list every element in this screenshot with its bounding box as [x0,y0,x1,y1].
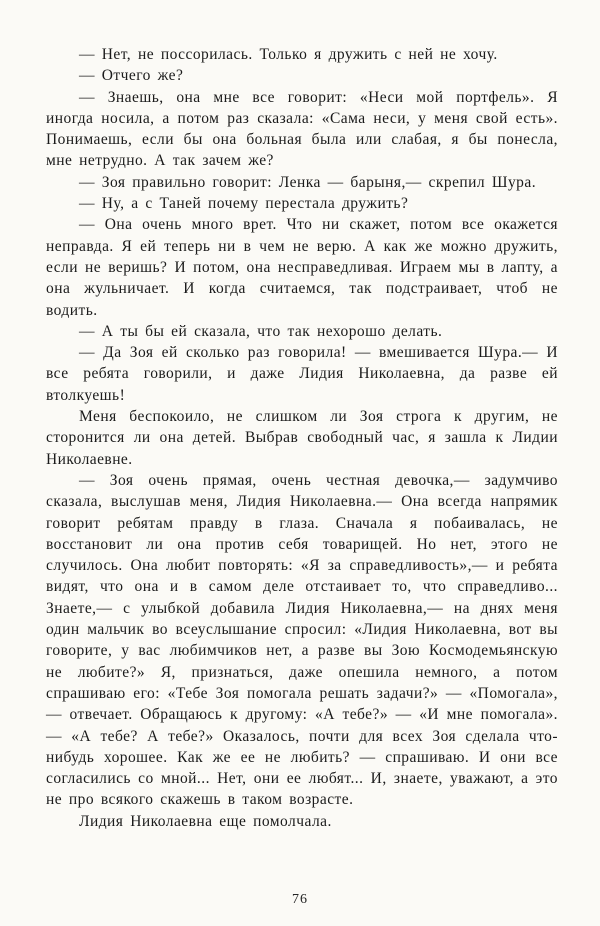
paragraph: — Ну, а с Таней почему перестала дружить? [79,195,409,213]
paragraph: — Зоя очень прямая, очень честная девочка,— задумчиво сказала, выслушав меня, Лидия Николаевна.— Она всегда напрямик говорит ребятам правду в глаза. Сначала я побаивалась, не восстановит ли она против себя товарищей. Но нет, этого не случилось. Она любит повторять: «Я за справедливость»,— и ребята видят, что она и в самом деле отстаивает то, что справедливо... Знаете,— с улыбкой добавила Лидия Николаевна,— на днях меня один мальчик во всеуслышание спросил: «Лидия Николаевна, вот вы говорите, у вас любимчиков нет, а разве вы Зою Космодемьянскую не любите?» Я, признаться, даже опешила немного, а потом спрашиваю его: «Тебе Зоя помогала решать задачи?» — «Помогала»,— отвечает. Обращаюсь к другому: «А тебе?» — «И мне помогала».— «А тебе? А тебе?» Оказалось, почти для всех Зоя сделала что-нибудь хорошее. Как же ее не любить? — спрашиваю. И они все согласились со мной... Нет, они ее любят... И, знаете, уважают, а это не про всякого скажешь в таком возрасте. [46,471,558,809]
paragraph: — Да Зоя ей сколько раз говорила! — вмешивается Шура.— И все ребята говорили, и даже Лидия Николаевна, да разве ей втолкуешь! [46,344,558,404]
paragraph: — А ты бы ей сказала, что так нехорошо делать. [79,322,443,340]
text-block [46,44,558,832]
paragraph: — Знаешь, она мне все говорит: «Неси мой портфель». Я иногда носила, а потом раз сказала: «Сама неси, у меня свой есть». Понимаешь, если бы она больная была или слабая, я бы понесла, мне нетрудно. А так зачем же? [46,88,558,170]
paragraph: — Отчего же? [79,67,184,85]
paragraph: — Зоя правильно говорит: Ленка — барыня,— скрепил Шура. [79,173,537,191]
paragraph: Лидия Николаевна еще помолчала. [79,812,332,830]
page-number: 76 [292,892,308,907]
paragraph: Меня беспокоило, не слишком ли Зоя строга к другим, не сторонится ли она детей. Выбрав свободный час, я зашла к Лидии Николаевне. [46,408,558,468]
paragraph: — Она очень много врет. Что ни скажет, потом все окажется неправда. Я ей теперь ни в чем не верю. А как же можно дружить, если не веришь? И потом, она несправедливая. Играем мы в лапту, а она жульничает. И когда считаемся, так подстраивает, чтоб не водить. [46,216,558,319]
paragraph: — Нет, не поссорилась. Только я дружить с ней не хочу. [79,46,498,63]
